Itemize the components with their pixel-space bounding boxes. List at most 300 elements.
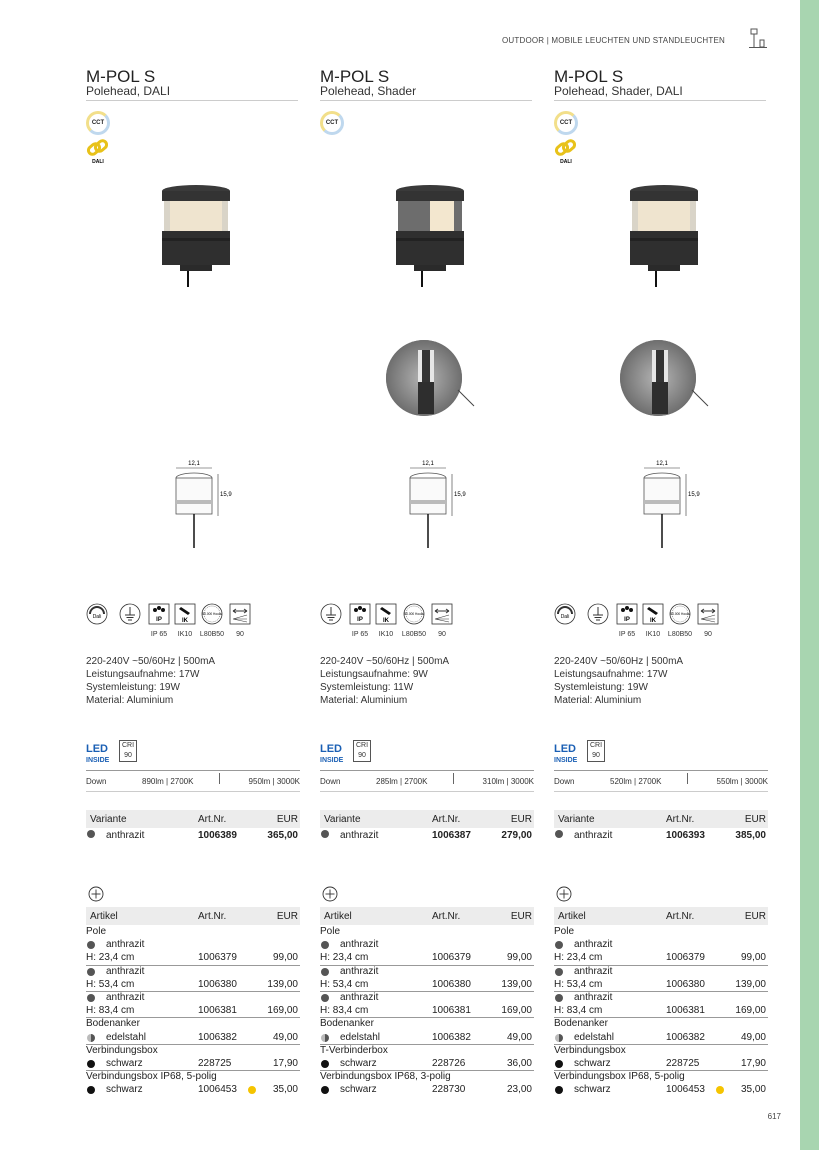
accessories-plus-icon <box>322 886 338 902</box>
accessory-text: edelstahl <box>106 1031 147 1043</box>
accessory-text: H: 53,4 cm <box>320 978 369 990</box>
variant-header <box>320 810 534 828</box>
ip-rating-icon <box>616 603 638 625</box>
color-dot <box>321 941 329 949</box>
accessory-row <box>320 1018 534 1031</box>
accessory-artnr: 1006381 <box>666 1005 705 1017</box>
down-label: Down <box>320 777 341 786</box>
accessory-row <box>86 1045 300 1058</box>
accessory-text: Verbindungsbox IP68, 5-polig <box>86 1071 217 1083</box>
accessory-text: anthrazit <box>340 939 379 951</box>
accessory-price: 49,00 <box>740 1031 766 1043</box>
dimension-drawing <box>640 460 704 552</box>
col-eur: EUR <box>276 814 298 825</box>
accessory-text: edelstahl <box>574 1031 615 1043</box>
dim-height: 15,9 <box>220 492 232 498</box>
accessory-text: H: 53,4 cm <box>86 978 135 990</box>
accessory-text: anthrazit <box>106 991 145 1003</box>
color-dot <box>87 1086 95 1094</box>
accessory-artnr: 1006380 <box>198 978 237 990</box>
accessory-header <box>86 907 300 925</box>
lumen-row <box>320 770 534 792</box>
svg-text:IK: IK <box>650 618 656 624</box>
tech-specs <box>320 655 449 707</box>
col-artikel: Artikel <box>324 911 352 922</box>
accessory-row <box>554 966 768 979</box>
accessory-row <box>320 926 534 939</box>
color-dot <box>321 968 329 976</box>
accessory-text: anthrazit <box>340 965 379 977</box>
dali-dim-icon <box>554 603 576 625</box>
protection-class-icon <box>320 603 342 625</box>
accessory-row <box>554 1058 768 1071</box>
lumen-3000: 550lm | 3000K <box>716 777 768 786</box>
accessory-row <box>554 952 768 965</box>
tech-specs <box>86 655 215 707</box>
accessory-row <box>86 979 300 992</box>
accessory-price: 99,00 <box>740 952 766 964</box>
accessory-text: Bodenanker <box>554 1018 608 1030</box>
accessory-text: anthrazit <box>574 965 613 977</box>
accessory-text: Bodenanker <box>320 1018 374 1030</box>
col-artnr: Art.Nr. <box>198 911 227 922</box>
icon-caption: IK10 <box>378 631 394 638</box>
accessory-table <box>86 926 300 1097</box>
accessory-text: H: 83,4 cm <box>554 1005 603 1017</box>
cri-badge <box>587 740 605 762</box>
accessory-row <box>320 1045 534 1058</box>
led-inside-icon <box>320 741 350 770</box>
ip-rating-icon <box>349 603 371 625</box>
accessory-artnr: 1006380 <box>432 978 471 990</box>
color-dot <box>87 941 95 949</box>
spec-line: Leistungsaufnahme: 17W <box>554 669 668 680</box>
ip-rating-icon <box>148 603 170 625</box>
accessory-header <box>320 907 534 925</box>
product-image <box>392 183 468 293</box>
accessory-row <box>554 992 768 1005</box>
lifetime-icon <box>669 603 691 625</box>
accessory-artnr: 1006453 <box>666 1084 705 1096</box>
spec-line: Systemleistung: 19W <box>554 682 648 693</box>
accessory-row <box>554 939 768 952</box>
accessory-price: 35,00 <box>272 1084 298 1096</box>
accessory-header <box>554 907 768 925</box>
col-variante: Variante <box>90 814 127 825</box>
accessory-text: anthrazit <box>340 991 379 1003</box>
svg-text:50.000 Hours: 50.000 Hours <box>670 612 690 616</box>
icon-caption: IK10 <box>177 631 193 638</box>
accessory-row <box>320 1005 534 1018</box>
spec-line: Leistungsaufnahme: 9W <box>320 669 428 680</box>
icon-caption: 90 <box>236 631 244 638</box>
color-dot <box>321 1060 329 1068</box>
feature-icons <box>554 603 768 643</box>
shader-detail-image <box>386 338 476 418</box>
col-artnr: Art.Nr. <box>666 814 695 825</box>
accessory-artnr: 228725 <box>666 1057 700 1069</box>
accessory-artnr: 1006382 <box>198 1031 237 1043</box>
down-label: Down <box>86 777 107 786</box>
variant-row <box>554 829 768 843</box>
accessory-row <box>554 979 768 992</box>
accessory-artnr: 1006382 <box>432 1031 471 1043</box>
color-dot <box>555 1086 563 1094</box>
lifetime-icon <box>403 603 425 625</box>
dim-height: 15,9 <box>454 492 466 498</box>
accessory-text: schwarz <box>340 1057 377 1069</box>
color-dot <box>87 994 95 1002</box>
product-subtitle: Polehead, Shader, DALI <box>554 85 766 101</box>
accessory-text: anthrazit <box>106 939 145 951</box>
svg-text:IK: IK <box>182 618 188 624</box>
variant-artnr: 1006389 <box>198 830 237 841</box>
accessory-artnr: 1006379 <box>432 952 471 964</box>
svg-text:50.000 Hours: 50.000 Hours <box>404 612 424 616</box>
accessory-row <box>554 1032 768 1045</box>
accessory-price: 139,00 <box>267 978 298 990</box>
ik-rating-icon <box>174 603 196 625</box>
svg-text:LED: LED <box>554 743 576 755</box>
dali-badge-icon <box>86 139 110 165</box>
variant-name: anthrazit <box>340 830 379 841</box>
accessory-text: H: 23,4 cm <box>86 952 135 964</box>
color-dot <box>321 994 329 1002</box>
cct-badge: CCT <box>320 111 344 135</box>
product-title: M-POL S <box>554 67 624 86</box>
accessory-row <box>320 1084 534 1097</box>
lumen-row <box>554 770 768 792</box>
dali-badge-label: DALI <box>560 159 572 165</box>
accessory-row <box>554 1018 768 1031</box>
cri-badge <box>119 740 137 762</box>
page-number: 617 <box>767 1112 781 1121</box>
availability-dot <box>716 1086 724 1094</box>
dim-height: 15,9 <box>688 492 700 498</box>
accessory-artnr: 228725 <box>198 1057 232 1069</box>
accessory-text: Verbindungsbox IP68, 3-polig <box>320 1071 451 1083</box>
divider <box>453 773 454 784</box>
spec-line: Systemleistung: 11W <box>320 682 414 693</box>
product-subtitle: Polehead, DALI <box>86 85 298 101</box>
icon-caption: L80B50 <box>667 631 693 638</box>
accessory-price: 36,00 <box>506 1057 532 1069</box>
accessory-text: schwarz <box>106 1057 143 1069</box>
variant-artnr: 1006387 <box>432 830 471 841</box>
color-dot <box>87 830 95 838</box>
accessories-plus-icon <box>556 886 572 902</box>
accessory-row <box>320 939 534 952</box>
accessory-text: edelstahl <box>340 1031 381 1043</box>
col-artikel: Artikel <box>90 911 118 922</box>
lumen-3000: 950lm | 3000K <box>248 777 300 786</box>
cct-badge: CCT <box>554 111 578 135</box>
col-artnr: Art.Nr. <box>198 814 227 825</box>
variant-header <box>86 810 300 828</box>
color-dot <box>555 994 563 1002</box>
color-dot <box>87 1034 95 1042</box>
color-dot <box>87 968 95 976</box>
spec-line: Systemleistung: 19W <box>86 682 180 693</box>
protection-class-icon <box>119 603 141 625</box>
color-dot <box>555 968 563 976</box>
icon-caption: L80B50 <box>401 631 427 638</box>
accessory-row <box>86 1058 300 1071</box>
divider <box>219 773 220 784</box>
beam-angle-icon <box>229 603 251 625</box>
icon-caption: IP 65 <box>150 631 168 638</box>
cri-label: CRI <box>355 742 369 749</box>
spec-line: Material: Aluminium <box>554 695 642 706</box>
svg-text:LED: LED <box>86 743 108 755</box>
lumen-2700: 890lm | 2700K <box>142 777 194 786</box>
col-eur: EUR <box>510 814 532 825</box>
accessory-price: 169,00 <box>267 1005 298 1017</box>
svg-text:LED: LED <box>320 743 342 755</box>
svg-text:IP: IP <box>357 617 363 623</box>
dimension-drawing <box>172 460 236 552</box>
accessory-text: T-Verbinderbox <box>320 1044 388 1056</box>
col-variante: Variante <box>558 814 595 825</box>
protection-class-icon <box>587 603 609 625</box>
icon-caption: L80B50 <box>199 631 225 638</box>
svg-text:INSIDE: INSIDE <box>320 757 344 764</box>
cri-value: 90 <box>592 752 600 759</box>
lumen-3000: 310lm | 3000K <box>482 777 534 786</box>
color-dot <box>321 830 329 838</box>
led-inside-icon <box>86 741 116 770</box>
accessory-text: Pole <box>320 926 341 937</box>
col-eur: EUR <box>510 911 532 922</box>
color-dot <box>87 1060 95 1068</box>
feature-icons <box>320 603 534 643</box>
dali-dim-icon <box>86 603 108 625</box>
accessory-row <box>554 1084 768 1097</box>
cri-label: CRI <box>121 742 135 749</box>
col-variante: Variante <box>324 814 361 825</box>
accessory-row <box>86 926 300 939</box>
svg-text:50.000 Hours: 50.000 Hours <box>202 612 222 616</box>
accessory-text: Verbindungsbox <box>554 1044 626 1056</box>
dimension-drawing <box>406 460 470 552</box>
accessory-row <box>554 926 768 939</box>
variant-price: 385,00 <box>735 830 766 841</box>
accessory-row <box>554 1005 768 1018</box>
col-eur: EUR <box>744 911 766 922</box>
accessory-text: Verbindungsbox IP68, 5-polig <box>554 1071 685 1083</box>
product-subtitle: Polehead, Shader <box>320 85 532 101</box>
ik-rating-icon <box>642 603 664 625</box>
col-eur: EUR <box>276 911 298 922</box>
accessories-plus-icon <box>88 886 104 902</box>
accessory-row <box>86 939 300 952</box>
color-dot <box>555 1060 563 1068</box>
product-title: M-POL S <box>320 67 390 86</box>
product-image <box>158 183 234 293</box>
spec-line: Material: Aluminium <box>86 695 174 706</box>
lumen-2700: 520lm | 2700K <box>610 777 662 786</box>
divider <box>687 773 688 784</box>
svg-text:Dali: Dali <box>92 614 102 620</box>
accessory-row <box>86 1084 300 1097</box>
accessory-price: 99,00 <box>272 952 298 964</box>
spec-line: Material: Aluminium <box>320 695 408 706</box>
dali-badge-label: DALI <box>92 159 104 165</box>
accessory-price: 169,00 <box>501 1005 532 1017</box>
feature-icons <box>86 603 300 643</box>
accessory-price: 139,00 <box>501 978 532 990</box>
accessory-row <box>86 1071 300 1084</box>
accessory-price: 139,00 <box>735 978 766 990</box>
accessory-table <box>554 926 768 1097</box>
accessory-row <box>320 1058 534 1071</box>
accessory-row <box>86 966 300 979</box>
icon-caption: IP 65 <box>351 631 369 638</box>
accessory-price: 169,00 <box>735 1005 766 1017</box>
accessory-row <box>86 952 300 965</box>
accessory-row <box>554 1071 768 1084</box>
accessory-row <box>320 979 534 992</box>
cri-value: 90 <box>124 752 132 759</box>
accessory-text: H: 83,4 cm <box>86 1005 135 1017</box>
accessory-row <box>86 1005 300 1018</box>
beam-angle-icon <box>697 603 719 625</box>
variant-price: 365,00 <box>267 830 298 841</box>
accessory-row <box>554 1045 768 1058</box>
variant-row <box>320 829 534 843</box>
variant-header <box>554 810 768 828</box>
beam-angle-icon <box>431 603 453 625</box>
col-artnr: Art.Nr. <box>432 911 461 922</box>
spec-line: 220-240V ~50/60Hz | 500mA <box>86 656 216 667</box>
accessory-text: anthrazit <box>574 991 613 1003</box>
cri-label: CRI <box>589 742 603 749</box>
icon-caption: IK10 <box>645 631 661 638</box>
color-dot <box>321 1034 329 1042</box>
spec-line: 220-240V ~50/60Hz | 500mA <box>320 656 450 667</box>
dim-width: 12,1 <box>188 461 200 467</box>
svg-text:INSIDE: INSIDE <box>86 757 110 764</box>
accessory-price: 35,00 <box>740 1084 766 1096</box>
svg-text:IP: IP <box>624 617 630 623</box>
down-label: Down <box>554 777 575 786</box>
variant-name: anthrazit <box>106 830 145 841</box>
svg-text:Dali: Dali <box>560 614 570 620</box>
svg-text:IK: IK <box>383 618 389 624</box>
accessory-artnr: 1006381 <box>198 1005 237 1017</box>
col-artikel: Artikel <box>558 911 586 922</box>
lifetime-icon <box>201 603 223 625</box>
chapter-color-strip <box>800 0 819 1150</box>
accessory-row <box>86 1018 300 1031</box>
accessory-text: schwarz <box>574 1084 611 1096</box>
availability-dot <box>248 1086 256 1094</box>
accessory-row <box>86 992 300 1005</box>
cct-badge: CCT <box>86 111 110 135</box>
accessory-row <box>320 966 534 979</box>
accessory-price: 99,00 <box>506 952 532 964</box>
accessory-artnr: 1006382 <box>666 1031 705 1043</box>
lumen-2700: 285lm | 2700K <box>376 777 428 786</box>
color-dot <box>555 830 563 838</box>
dali-badge-icon <box>554 139 578 165</box>
product-column <box>86 68 300 1108</box>
product-column <box>554 68 768 1108</box>
outdoor-lamp-icon <box>749 28 767 48</box>
color-dot <box>555 1034 563 1042</box>
dim-width: 12,1 <box>656 461 668 467</box>
variant-row <box>86 829 300 843</box>
accessory-text: H: 23,4 cm <box>320 952 369 964</box>
category-header: OUTDOOR | MOBILE LEUCHTEN UND STANDLEUCHTEN <box>502 36 725 45</box>
cri-value: 90 <box>358 752 366 759</box>
color-dot <box>321 1086 329 1094</box>
led-inside-icon <box>554 741 584 770</box>
accessory-artnr: 1006380 <box>666 978 705 990</box>
accessory-table <box>320 926 534 1097</box>
accessory-artnr: 1006379 <box>198 952 237 964</box>
accessory-text: H: 83,4 cm <box>320 1005 369 1017</box>
accessory-text: schwarz <box>340 1084 377 1096</box>
icon-caption: IP 65 <box>618 631 636 638</box>
accessory-price: 49,00 <box>506 1031 532 1043</box>
product-column <box>320 68 534 1108</box>
tech-specs <box>554 655 683 707</box>
product-title: M-POL S <box>86 67 156 86</box>
color-dot <box>555 941 563 949</box>
accessory-text: Pole <box>554 926 575 937</box>
accessory-row <box>320 1032 534 1045</box>
accessory-text: schwarz <box>574 1057 611 1069</box>
accessory-text: anthrazit <box>574 939 613 951</box>
spec-line: Leistungsaufnahme: 17W <box>86 669 200 680</box>
accessory-artnr: 1006379 <box>666 952 705 964</box>
lumen-row <box>86 770 300 792</box>
col-artnr: Art.Nr. <box>432 814 461 825</box>
accessory-text: H: 23,4 cm <box>554 952 603 964</box>
icon-caption: 90 <box>704 631 712 638</box>
accessory-row <box>86 1032 300 1045</box>
accessory-price: 49,00 <box>272 1031 298 1043</box>
variant-price: 279,00 <box>501 830 532 841</box>
accessory-text: Pole <box>86 926 107 937</box>
dim-width: 12,1 <box>422 461 434 467</box>
icon-caption: 90 <box>438 631 446 638</box>
accessory-price: 23,00 <box>506 1084 532 1096</box>
spec-line: 220-240V ~50/60Hz | 500mA <box>554 656 684 667</box>
accessory-text: schwarz <box>106 1084 143 1096</box>
cri-badge <box>353 740 371 762</box>
svg-text:INSIDE: INSIDE <box>554 757 578 764</box>
col-eur: EUR <box>744 814 766 825</box>
accessory-text: H: 53,4 cm <box>554 978 603 990</box>
svg-text:IP: IP <box>156 617 162 623</box>
variant-name: anthrazit <box>574 830 613 841</box>
accessory-price: 17,90 <box>272 1057 298 1069</box>
accessory-text: anthrazit <box>106 965 145 977</box>
accessory-artnr: 228730 <box>432 1084 466 1096</box>
accessory-artnr: 228726 <box>432 1057 466 1069</box>
accessory-text: Verbindungsbox <box>86 1044 158 1056</box>
accessory-artnr: 1006381 <box>432 1005 471 1017</box>
col-artnr: Art.Nr. <box>666 911 695 922</box>
accessory-text: Bodenanker <box>86 1018 140 1030</box>
accessory-row <box>320 952 534 965</box>
accessory-price: 17,90 <box>740 1057 766 1069</box>
ik-rating-icon <box>375 603 397 625</box>
product-image <box>626 183 702 293</box>
variant-artnr: 1006393 <box>666 830 705 841</box>
